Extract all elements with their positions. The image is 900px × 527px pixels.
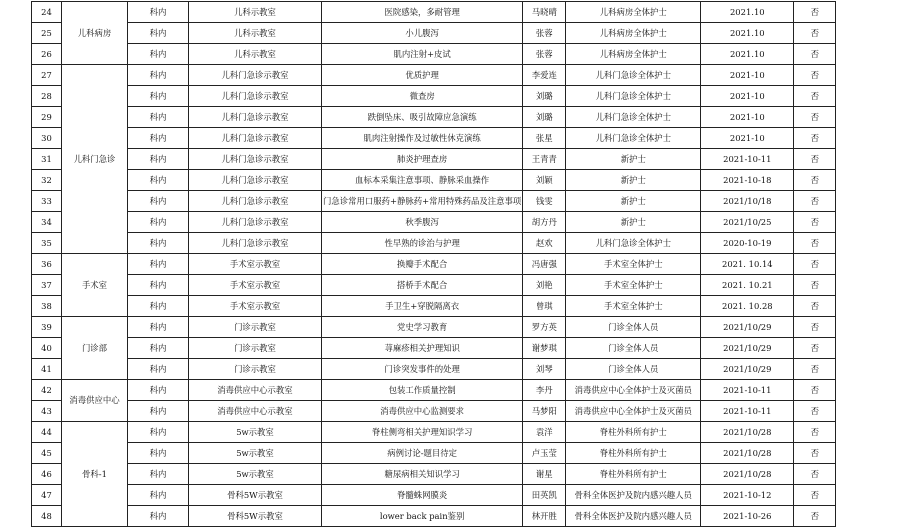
row-number: 24 <box>32 2 62 23</box>
audience: 脊柱外科所有护士 <box>566 443 701 464</box>
credit-flag: 否 <box>794 65 836 86</box>
training-date: 2021-10-11 <box>701 401 794 422</box>
row-number: 44 <box>32 422 62 443</box>
row-number: 46 <box>32 464 62 485</box>
lecturer: 胡方丹 <box>523 212 566 233</box>
lecturer: 赵欢 <box>523 233 566 254</box>
classroom: 骨科5W示教室 <box>189 506 322 527</box>
scope: 科内 <box>128 317 189 338</box>
classroom: 儿科示教室 <box>189 23 322 44</box>
training-topic: 病例讨论-题目待定 <box>322 443 523 464</box>
scope: 科内 <box>128 233 189 254</box>
lecturer: 李爱连 <box>523 65 566 86</box>
lecturer: 曾琪 <box>523 296 566 317</box>
audience: 儿科门急诊全体护士 <box>566 233 701 254</box>
training-topic: 消毒供应中心监测要求 <box>322 401 523 422</box>
audience: 儿科门急诊全体护士 <box>566 107 701 128</box>
audience: 新护士 <box>566 170 701 191</box>
credit-flag: 否 <box>794 44 836 65</box>
classroom: 门诊示教室 <box>189 359 322 380</box>
scope: 科内 <box>128 380 189 401</box>
table-row <box>32 65 836 86</box>
training-topic: 手卫生+穿脱隔离衣 <box>322 296 523 317</box>
row-number: 36 <box>32 254 62 275</box>
row-number: 28 <box>32 86 62 107</box>
scope: 科内 <box>128 107 189 128</box>
training-date: 2021-10-11 <box>701 380 794 401</box>
audience: 骨科全体医护及院内感兴趣人员 <box>566 506 701 527</box>
training-date: 2021-10-12 <box>701 485 794 506</box>
department-group: 儿科病房 <box>62 2 128 65</box>
scope: 科内 <box>128 443 189 464</box>
credit-flag: 否 <box>794 254 836 275</box>
row-number: 42 <box>32 380 62 401</box>
lecturer: 袁洋 <box>523 422 566 443</box>
training-schedule-table <box>31 1 836 527</box>
scope: 科内 <box>128 254 189 275</box>
credit-flag: 否 <box>794 275 836 296</box>
department-group: 手术室 <box>62 254 128 317</box>
classroom: 门诊示教室 <box>189 338 322 359</box>
scope: 科内 <box>128 338 189 359</box>
classroom: 5w示教室 <box>189 422 322 443</box>
row-number: 37 <box>32 275 62 296</box>
credit-flag: 否 <box>794 485 836 506</box>
training-date: 2021/10/28 <box>701 464 794 485</box>
scope: 科内 <box>128 275 189 296</box>
department-group: 消毒供应中心 <box>62 380 128 422</box>
scope: 科内 <box>128 65 189 86</box>
lecturer: 张星 <box>523 128 566 149</box>
row-number: 35 <box>32 233 62 254</box>
scope: 科内 <box>128 212 189 233</box>
row-number: 30 <box>32 128 62 149</box>
row-number: 34 <box>32 212 62 233</box>
credit-flag: 否 <box>794 338 836 359</box>
row-number: 45 <box>32 443 62 464</box>
credit-flag: 否 <box>794 233 836 254</box>
lecturer: 马梦阳 <box>523 401 566 422</box>
table-row <box>32 485 836 506</box>
training-date: 2021/10/29 <box>701 317 794 338</box>
table-row <box>32 44 836 65</box>
training-topic: 肺炎护理查房 <box>322 149 523 170</box>
table-row <box>32 296 836 317</box>
audience: 手术室全体护士 <box>566 275 701 296</box>
training-date: 2021-10-11 <box>701 149 794 170</box>
scope: 科内 <box>128 149 189 170</box>
classroom: 消毒供应中心示教室 <box>189 401 322 422</box>
credit-flag: 否 <box>794 422 836 443</box>
audience: 手术室全体护士 <box>566 296 701 317</box>
training-date: 2021/10/18 <box>701 191 794 212</box>
training-topic: 荨麻疹相关护理知识 <box>322 338 523 359</box>
lecturer: 刘颖 <box>523 170 566 191</box>
classroom: 骨科5W示教室 <box>189 485 322 506</box>
training-topic: 门诊突发事件的处理 <box>322 359 523 380</box>
audience: 门诊全体人员 <box>566 359 701 380</box>
audience: 消毒供应中心全体护士及灭菌员 <box>566 380 701 401</box>
row-number: 40 <box>32 338 62 359</box>
table-row <box>32 149 836 170</box>
table-row <box>32 443 836 464</box>
lecturer: 李丹 <box>523 380 566 401</box>
audience: 手术室全体护士 <box>566 254 701 275</box>
table-row <box>32 359 836 380</box>
table-row <box>32 128 836 149</box>
training-date: 2021/10/25 <box>701 212 794 233</box>
classroom: 5w示教室 <box>189 464 322 485</box>
table-row <box>32 212 836 233</box>
lecturer: 刘璐 <box>523 107 566 128</box>
scope: 科内 <box>128 128 189 149</box>
classroom: 手术室示教室 <box>189 254 322 275</box>
table-row <box>32 380 836 401</box>
training-topic: 微查房 <box>322 86 523 107</box>
audience: 新护士 <box>566 191 701 212</box>
training-date: 2021. 10.21 <box>701 275 794 296</box>
training-date: 2021-10 <box>701 86 794 107</box>
training-date: 2021/10/29 <box>701 338 794 359</box>
audience: 脊柱外科所有护士 <box>566 422 701 443</box>
training-date: 2021-10 <box>701 128 794 149</box>
scope: 科内 <box>128 359 189 380</box>
classroom: 儿科门急诊示教室 <box>189 212 322 233</box>
audience: 儿科门急诊全体护士 <box>566 86 701 107</box>
scope: 科内 <box>128 44 189 65</box>
row-number: 47 <box>32 485 62 506</box>
training-topic: lower back pain鉴别 <box>322 506 523 527</box>
credit-flag: 否 <box>794 464 836 485</box>
credit-flag: 否 <box>794 191 836 212</box>
training-date: 2021-10-18 <box>701 170 794 191</box>
audience: 儿科病房全体护士 <box>566 44 701 65</box>
training-date: 2020-10-19 <box>701 233 794 254</box>
row-number: 33 <box>32 191 62 212</box>
lecturer: 王青青 <box>523 149 566 170</box>
row-number: 29 <box>32 107 62 128</box>
scope: 科内 <box>128 422 189 443</box>
table-row <box>32 254 836 275</box>
row-number: 41 <box>32 359 62 380</box>
credit-flag: 否 <box>794 107 836 128</box>
row-number: 26 <box>32 44 62 65</box>
classroom: 5w示教室 <box>189 443 322 464</box>
table-body <box>32 2 836 527</box>
scope: 科内 <box>128 2 189 23</box>
scope: 科内 <box>128 23 189 44</box>
credit-flag: 否 <box>794 317 836 338</box>
training-date: 2021. 10.14 <box>701 254 794 275</box>
lecturer: 谢梦琪 <box>523 338 566 359</box>
table-row <box>32 170 836 191</box>
lecturer: 冯唐强 <box>523 254 566 275</box>
department-group: 骨科-1 <box>62 422 128 527</box>
credit-flag: 否 <box>794 359 836 380</box>
training-date: 2021-10 <box>701 65 794 86</box>
classroom: 儿科门急诊示教室 <box>189 65 322 86</box>
classroom: 儿科门急诊示教室 <box>189 86 322 107</box>
classroom: 儿科门急诊示教室 <box>189 149 322 170</box>
audience: 儿科门急诊全体护士 <box>566 128 701 149</box>
training-date: 2021-10 <box>701 107 794 128</box>
table-row <box>32 422 836 443</box>
table-row <box>32 506 836 527</box>
training-date: 2021. 10.28 <box>701 296 794 317</box>
credit-flag: 否 <box>794 296 836 317</box>
training-topic: 小儿腹泻 <box>322 23 523 44</box>
training-date: 2021.10 <box>701 2 794 23</box>
training-topic: 党史学习教育 <box>322 317 523 338</box>
lecturer: 刘璐 <box>523 86 566 107</box>
audience: 脊柱外科所有护士 <box>566 464 701 485</box>
scope: 科内 <box>128 485 189 506</box>
credit-flag: 否 <box>794 212 836 233</box>
table-row <box>32 86 836 107</box>
training-topic: 换瓣手术配合 <box>322 254 523 275</box>
lecturer: 谢星 <box>523 464 566 485</box>
lecturer: 张蓉 <box>523 23 566 44</box>
classroom: 儿科示教室 <box>189 2 322 23</box>
training-topic: 秋季腹泻 <box>322 212 523 233</box>
classroom: 门诊示教室 <box>189 317 322 338</box>
audience: 门诊全体人员 <box>566 338 701 359</box>
table-row <box>32 338 836 359</box>
row-number: 27 <box>32 65 62 86</box>
training-date: 2021.10 <box>701 44 794 65</box>
training-topic: 糖尿病相关知识学习 <box>322 464 523 485</box>
scope: 科内 <box>128 401 189 422</box>
training-topic: 医院感染，多耐管理 <box>322 2 523 23</box>
classroom: 儿科示教室 <box>189 44 322 65</box>
credit-flag: 否 <box>794 401 836 422</box>
credit-flag: 否 <box>794 2 836 23</box>
scope: 科内 <box>128 506 189 527</box>
classroom: 儿科门急诊示教室 <box>189 191 322 212</box>
table-row <box>32 233 836 254</box>
training-topic: 血标本采集注意事项、静脉采血操作 <box>322 170 523 191</box>
classroom: 儿科门急诊示教室 <box>189 128 322 149</box>
credit-flag: 否 <box>794 443 836 464</box>
training-topic: 肌内注射+皮试 <box>322 44 523 65</box>
scope: 科内 <box>128 191 189 212</box>
table-row <box>32 275 836 296</box>
audience: 儿科病房全体护士 <box>566 23 701 44</box>
table-row <box>32 107 836 128</box>
training-topic: 性早熟的诊治与护理 <box>322 233 523 254</box>
scope: 科内 <box>128 464 189 485</box>
classroom: 儿科门急诊示教室 <box>189 170 322 191</box>
training-topic: 肌肉注射操作及过敏性休克演练 <box>322 128 523 149</box>
training-topic: 跌倒坠床、吸引故障应急演练 <box>322 107 523 128</box>
audience: 儿科病房全体护士 <box>566 2 701 23</box>
credit-flag: 否 <box>794 86 836 107</box>
training-date: 2021-10-26 <box>701 506 794 527</box>
classroom: 手术室示教室 <box>189 296 322 317</box>
credit-flag: 否 <box>794 380 836 401</box>
lecturer: 刘琴 <box>523 359 566 380</box>
table-row <box>32 401 836 422</box>
row-number: 43 <box>32 401 62 422</box>
lecturer: 林开胜 <box>523 506 566 527</box>
scope: 科内 <box>128 296 189 317</box>
lecturer: 钱雯 <box>523 191 566 212</box>
audience: 儿科门急诊全体护士 <box>566 65 701 86</box>
lecturer: 张蓉 <box>523 44 566 65</box>
lecturer: 罗方英 <box>523 317 566 338</box>
training-date: 2021/10/28 <box>701 422 794 443</box>
credit-flag: 否 <box>794 149 836 170</box>
classroom: 儿科门急诊示教室 <box>189 233 322 254</box>
audience: 门诊全体人员 <box>566 317 701 338</box>
audience: 骨科全体医护及院内感兴趣人员 <box>566 485 701 506</box>
audience: 消毒供应中心全体护士及灭菌员 <box>566 401 701 422</box>
row-number: 32 <box>32 170 62 191</box>
table-row <box>32 464 836 485</box>
table-row <box>32 317 836 338</box>
credit-flag: 否 <box>794 23 836 44</box>
training-topic: 优质护理 <box>322 65 523 86</box>
training-topic: 门急诊常用口服药+静脉药+常用特殊药品及注意事项 <box>322 191 523 212</box>
training-topic: 脊柱侧弯相关护理知识学习 <box>322 422 523 443</box>
audience: 新护士 <box>566 212 701 233</box>
department-group: 门诊部 <box>62 317 128 380</box>
credit-flag: 否 <box>794 506 836 527</box>
table-row <box>32 23 836 44</box>
row-number: 39 <box>32 317 62 338</box>
row-number: 48 <box>32 506 62 527</box>
classroom: 儿科门急诊示教室 <box>189 107 322 128</box>
audience: 新护士 <box>566 149 701 170</box>
training-date: 2021.10 <box>701 23 794 44</box>
lecturer: 刘艳 <box>523 275 566 296</box>
scope: 科内 <box>128 86 189 107</box>
department-group: 儿科门急诊 <box>62 65 128 254</box>
table-row <box>32 191 836 212</box>
row-number: 31 <box>32 149 62 170</box>
training-topic: 包装工作质量控制 <box>322 380 523 401</box>
row-number: 38 <box>32 296 62 317</box>
classroom: 消毒供应中心示教室 <box>189 380 322 401</box>
training-date: 2021/10/29 <box>701 359 794 380</box>
credit-flag: 否 <box>794 170 836 191</box>
table-row <box>32 2 836 23</box>
row-number: 25 <box>32 23 62 44</box>
lecturer: 田英凯 <box>523 485 566 506</box>
training-date: 2021/10/28 <box>701 443 794 464</box>
training-topic: 搭桥手术配合 <box>322 275 523 296</box>
lecturer: 卢玉莹 <box>523 443 566 464</box>
credit-flag: 否 <box>794 128 836 149</box>
scope: 科内 <box>128 170 189 191</box>
lecturer: 马晓晴 <box>523 2 566 23</box>
training-topic: 脊髓蛛网膜炎 <box>322 485 523 506</box>
classroom: 手术室示教室 <box>189 275 322 296</box>
